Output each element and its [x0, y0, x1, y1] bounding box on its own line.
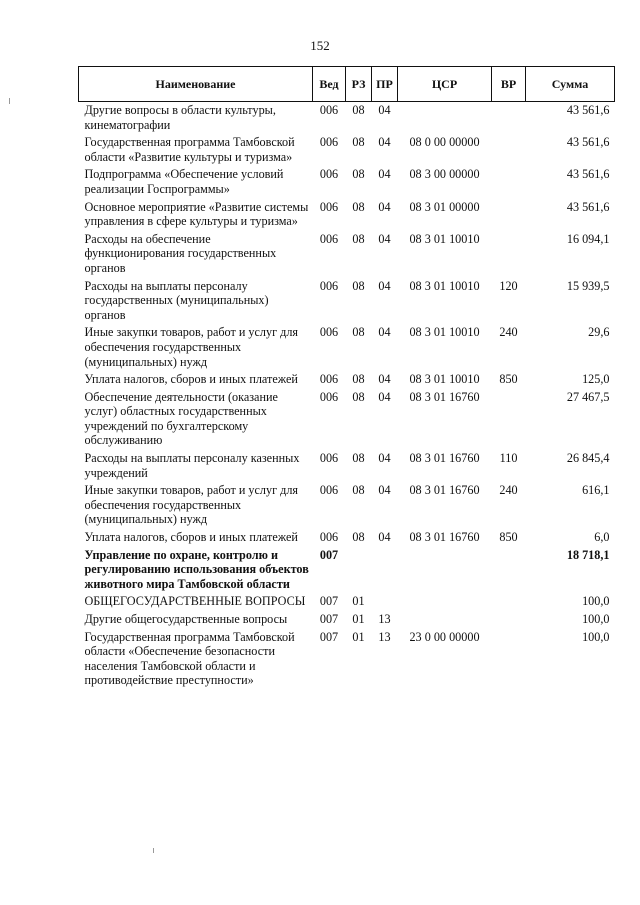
cell-name: Другие общегосударственные вопросы — [84, 612, 288, 626]
cell-name: Иные закупки товаров, работ и услуг для обеспечения государственных (муниципальных) нужд — [84, 325, 299, 369]
cell-sum: 18 718,1 — [566, 547, 610, 562]
cell-sum: 6,0 — [594, 530, 610, 545]
cell-pr: 04 — [378, 103, 391, 117]
cell-pr: 04 — [378, 530, 391, 545]
cell-name: Уплата налогов, сборов и иных платежей — [84, 372, 298, 387]
cell-ved: 006 — [319, 530, 339, 545]
cell-rz: 08 — [352, 325, 365, 340]
cell-name: Подпрограмма «Обеспечение условий реализации Госпрограммы» — [84, 167, 284, 196]
cell-sum: 29,6 — [588, 325, 610, 340]
cell-name: Государственная программа Тамбовской области «Обеспечение безопасности населения Тамбовской области и противодействие преступности» — [84, 629, 295, 688]
cell-sum: 15 939,5 — [566, 278, 610, 293]
table-row — [79, 529, 615, 547]
cell-sum: 125,0 — [582, 372, 610, 387]
cell-vr: 850 — [499, 372, 518, 387]
cell-pr: 04 — [378, 372, 391, 387]
cell-rz: 08 — [352, 103, 365, 117]
cell-pr: 04 — [378, 135, 391, 150]
cell-sum: 100,0 — [582, 629, 610, 644]
cell-vr — [492, 199, 526, 231]
cell-rz: 08 — [352, 389, 365, 404]
cell-csr: 08 3 01 00000 — [409, 199, 480, 214]
budget-table — [78, 66, 615, 690]
cell-name: Расходы на выплаты персоналу казенных учреждений — [84, 451, 300, 480]
cell-csr: 08 3 01 10010 — [409, 325, 480, 340]
cell-rz: 08 — [352, 135, 365, 150]
cell-ved: 006 — [319, 278, 339, 293]
cell-vr — [492, 629, 526, 690]
cell-sum: 43 561,6 — [566, 135, 610, 150]
cell-csr: 08 3 01 16760 — [409, 451, 480, 466]
table-body — [79, 102, 615, 690]
table-row — [79, 547, 615, 594]
cell-pr — [372, 593, 398, 611]
cell-sum: 43 561,6 — [566, 167, 610, 182]
cell-pr: 04 — [378, 451, 391, 466]
cell-sum: 43 561,6 — [566, 103, 610, 117]
cell-csr: 08 3 01 16760 — [409, 483, 480, 498]
header-csr: ЦСР — [398, 67, 492, 102]
cell-csr: 08 3 01 10010 — [409, 372, 480, 387]
cell-ved: 006 — [319, 372, 339, 387]
cell-ved: 006 — [319, 103, 339, 117]
table-row — [79, 102, 615, 135]
cell-ved: 006 — [319, 389, 339, 404]
cell-csr — [398, 593, 492, 611]
cell-vr — [492, 102, 526, 135]
cell-csr — [398, 102, 492, 135]
cell-vr: 110 — [499, 451, 518, 466]
cell-ved: 006 — [319, 167, 339, 182]
cell-vr — [492, 231, 526, 278]
table-row — [79, 134, 615, 166]
cell-rz: 08 — [352, 483, 365, 498]
cell-pr: 04 — [378, 278, 391, 293]
header-rz: РЗ — [346, 67, 372, 102]
cell-pr: 04 — [378, 199, 391, 214]
cell-name: Основное мероприятие «Развитие системы управления в сфере культуры и туризма» — [84, 199, 309, 229]
header-vr: ВР — [492, 67, 526, 102]
cell-csr: 08 3 01 16760 — [409, 530, 480, 545]
cell-vr: 240 — [499, 325, 518, 340]
cell-pr: 04 — [378, 325, 391, 340]
cell-ved: 007 — [319, 612, 339, 626]
table-header — [79, 67, 615, 102]
header-name: Наименование — [79, 67, 313, 102]
cell-csr: 08 3 01 10010 — [409, 278, 480, 293]
page-number: 152 — [310, 38, 330, 53]
cell-ved: 007 — [319, 547, 339, 562]
cell-ved: 006 — [319, 325, 339, 340]
cell-sum: 43 561,6 — [566, 199, 610, 214]
cell-vr — [492, 389, 526, 450]
cell-sum: 27 467,5 — [566, 389, 610, 404]
cell-csr — [398, 547, 492, 594]
cell-vr — [492, 593, 526, 611]
cell-csr — [398, 611, 492, 629]
cell-csr: 08 0 00 00000 — [409, 135, 480, 150]
cell-pr: 04 — [378, 231, 391, 246]
cell-ved: 007 — [319, 629, 339, 644]
cell-vr: 120 — [499, 278, 518, 293]
cell-csr: 08 3 00 00000 — [409, 167, 480, 182]
table-row — [79, 278, 615, 325]
table-row — [79, 629, 615, 690]
cell-name: Расходы на выплаты персоналу государственных (муниципальных) органов — [84, 278, 269, 322]
table-row — [79, 482, 615, 529]
cell-rz: 08 — [352, 231, 365, 246]
cell-rz: 01 — [352, 612, 365, 626]
table-row — [79, 593, 615, 611]
cell-rz: 08 — [352, 278, 365, 293]
table-row — [79, 450, 615, 482]
cell-csr: 08 3 01 10010 — [409, 231, 480, 246]
cell-name: Управление по охране, контролю и регулированию использования объектов животного мира Тамбовской области — [84, 547, 309, 591]
cell-sum: 16 094,1 — [566, 231, 610, 246]
cell-ved: 006 — [319, 135, 339, 150]
cell-ved: 006 — [319, 231, 339, 246]
cell-rz: 01 — [352, 594, 365, 609]
cell-pr: 04 — [378, 389, 391, 404]
table-row — [79, 199, 615, 231]
cell-sum: 100,0 — [582, 594, 610, 609]
cell-name: ОБЩЕГОСУДАРСТВЕННЫЕ ВОПРОСЫ — [84, 594, 306, 609]
cell-ved: 006 — [319, 199, 339, 214]
cell-csr: 08 3 01 16760 — [409, 389, 480, 404]
cell-rz — [346, 547, 372, 594]
cell-vr — [492, 166, 526, 198]
cell-vr: 240 — [499, 483, 518, 498]
cell-vr — [492, 611, 526, 629]
cell-rz: 08 — [352, 530, 365, 545]
table-row — [79, 231, 615, 278]
cell-pr: 04 — [378, 483, 391, 498]
cell-rz: 08 — [352, 167, 365, 182]
cell-rz: 01 — [352, 629, 365, 644]
cell-vr — [492, 547, 526, 594]
header-ved: Вед — [313, 67, 346, 102]
cell-name: Другие вопросы в области культуры, кинематографии — [84, 103, 276, 132]
cell-rz: 08 — [352, 451, 365, 466]
scan-mark-left — [9, 98, 10, 104]
cell-name: Уплата налогов, сборов и иных платежей — [84, 530, 298, 545]
cell-pr — [372, 547, 398, 594]
cell-ved: 006 — [319, 451, 339, 466]
table-row — [79, 166, 615, 198]
cell-sum: 100,0 — [582, 612, 610, 626]
cell-rz: 08 — [352, 199, 365, 214]
table-row — [79, 324, 615, 371]
cell-name: Иные закупки товаров, работ и услуг для обеспечения государственных (муниципальных) нужд — [84, 483, 299, 527]
cell-rz: 08 — [352, 372, 365, 387]
header-pr: ПР — [372, 67, 398, 102]
cell-pr: 13 — [378, 612, 391, 626]
table-row — [79, 389, 615, 450]
cell-pr: 13 — [378, 629, 391, 644]
table-row — [79, 611, 615, 629]
cell-vr — [492, 134, 526, 166]
table-row — [79, 371, 615, 389]
cell-pr: 04 — [378, 167, 391, 182]
cell-name: Обеспечение деятельности (оказание услуг) областных государственных учреждений по бухгалтерскому обслуживанию — [84, 389, 278, 448]
header-sum: Сумма — [526, 67, 615, 102]
cell-sum: 26 845,4 — [566, 451, 610, 466]
scan-mark-bottom — [153, 848, 154, 853]
cell-name: Государственная программа Тамбовской области «Развитие культуры и туризма» — [84, 135, 295, 164]
cell-name: Расходы на обеспечение функционирования государственных органов — [84, 231, 277, 275]
cell-sum: 616,1 — [582, 483, 610, 498]
cell-csr: 23 0 00 00000 — [409, 629, 480, 644]
cell-vr: 850 — [499, 530, 518, 545]
cell-ved: 006 — [319, 483, 339, 498]
cell-ved: 007 — [319, 594, 339, 609]
